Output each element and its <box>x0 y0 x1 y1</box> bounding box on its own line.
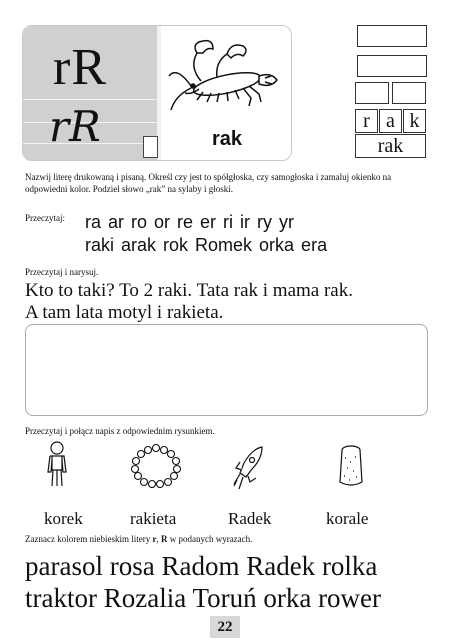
answer-box-2[interactable] <box>357 55 427 77</box>
necklace-icon <box>128 444 184 488</box>
letter-cell: a <box>379 109 402 133</box>
words-line-1 <box>25 551 377 582</box>
word: traktor <box>25 583 97 613</box>
connect-label: Przeczytaj i połącz napis z odpowiednim rysunkiem. <box>25 426 215 436</box>
read-label: Przeczytaj: <box>25 213 65 223</box>
caption-radek: Radek <box>228 509 272 528</box>
print-letters: rR <box>53 39 107 96</box>
reading-text-line-1: Kto to taki? To 2 raki. Tata rak i mama rak. <box>25 280 353 301</box>
syllables-line-2: raki arak rok Romek orka era <box>85 235 328 255</box>
word: Rozalia <box>103 583 187 613</box>
caption-korale: korale <box>326 509 369 528</box>
word: rower <box>318 583 382 613</box>
caption-korek: korek <box>44 509 83 528</box>
rocket-icon <box>232 444 268 492</box>
rule-line <box>23 99 157 100</box>
cork-icon <box>336 444 366 488</box>
color-square[interactable] <box>143 136 158 158</box>
syllable-box-1[interactable] <box>355 82 389 104</box>
word-box: rak <box>355 134 426 158</box>
drawing-area[interactable] <box>25 324 428 416</box>
word: rolka <box>321 551 378 581</box>
word: Radek <box>246 551 316 581</box>
letter-cell: k <box>403 109 426 133</box>
page-number: 22 <box>210 616 240 638</box>
word: orka <box>263 583 312 613</box>
picture-panel <box>161 26 292 161</box>
syllable-box-2[interactable] <box>392 82 426 104</box>
script-letters: rR <box>49 102 101 151</box>
boy-icon <box>42 440 72 488</box>
read-draw-label: Przeczytaj i narysuj. <box>25 267 99 277</box>
reading-text-line-2: A tam lata motyl i rakieta. <box>25 302 224 323</box>
word: parasol <box>25 551 103 581</box>
letter-cell: r <box>355 109 378 133</box>
word: Toruń <box>192 583 257 613</box>
mark-label: Zaznacz kolorem niebieskim litery r, R w podanych wyrazach. <box>25 534 253 544</box>
words-line-2 <box>25 583 381 614</box>
picture-word-label: rak <box>211 128 243 150</box>
crayfish-icon <box>161 26 292 126</box>
caption-rakieta: rakieta <box>130 509 177 528</box>
word: Radom <box>161 551 240 581</box>
word: rosa <box>109 551 155 581</box>
letter-card <box>22 25 292 161</box>
answer-box-1[interactable] <box>357 25 427 47</box>
main-instruction: Nazwij literę drukowaną i pisaną. Określ czy jest to spółgłoska, czy samogłoska i zamaluj okienko na odpowiedni kolor. Podziel słowo „rak” na sylaby i głoski. <box>25 172 392 194</box>
letter-panel <box>23 26 157 161</box>
syllables-line-1: ra ar ro or re er ri ir ry yr <box>85 212 295 232</box>
